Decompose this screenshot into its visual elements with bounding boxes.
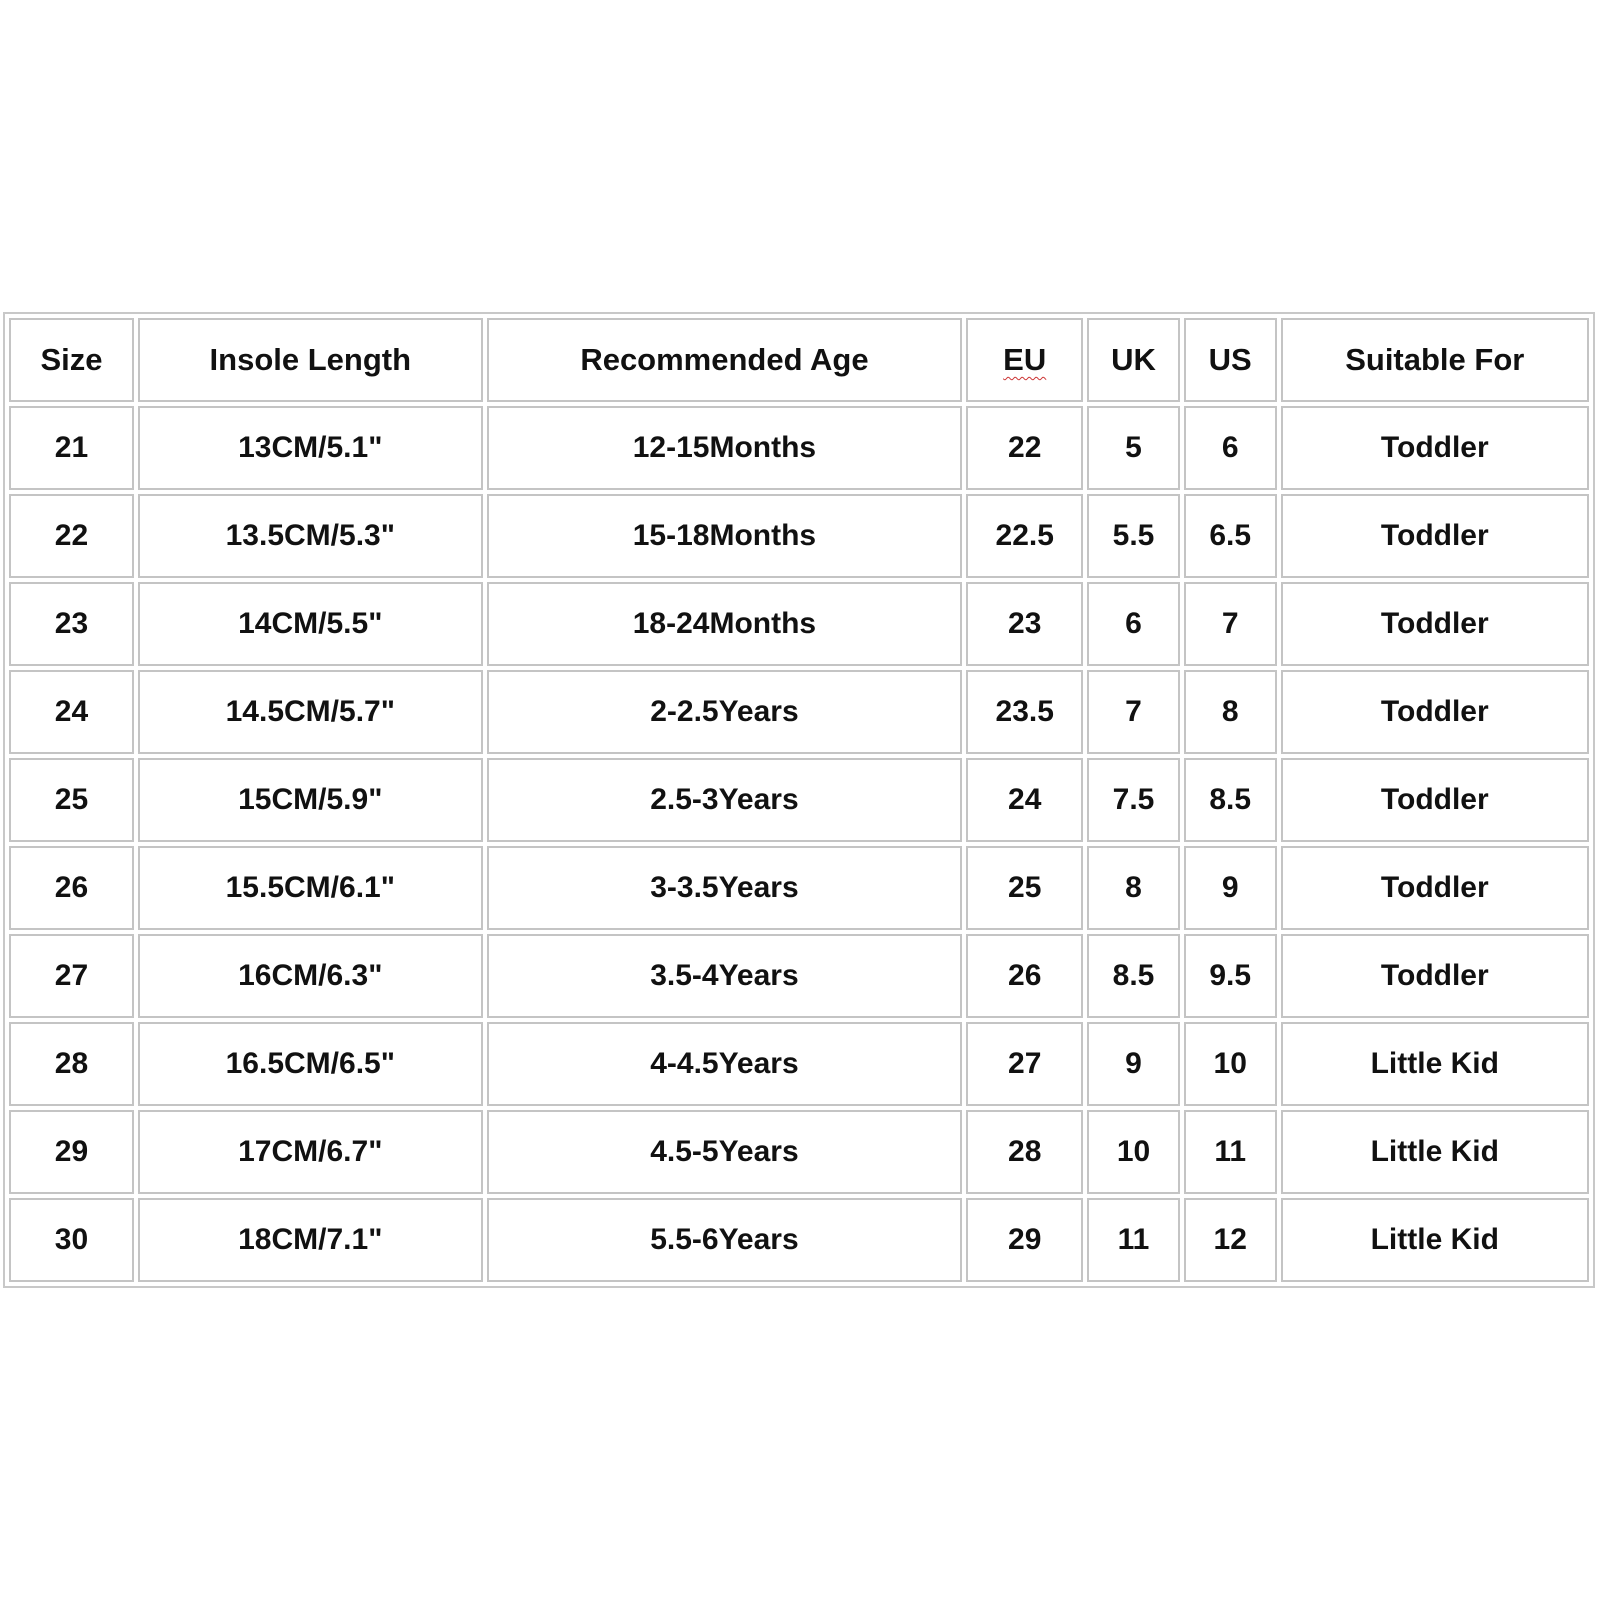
- table-row: [9, 670, 1589, 754]
- table-row: [9, 1110, 1589, 1194]
- cell-recommended-age: 2-2.5Years: [487, 670, 963, 754]
- cell-uk: 5: [1087, 406, 1180, 490]
- cell-us: 11: [1184, 1110, 1277, 1194]
- cell-size: 29: [9, 1110, 134, 1194]
- table-row: [9, 934, 1589, 1018]
- cell-insole-length: 14.5CM/5.7": [138, 670, 483, 754]
- table-row: [9, 494, 1589, 578]
- cell-eu: 28: [966, 1110, 1083, 1194]
- table-row: [9, 1022, 1589, 1106]
- cell-us: 12: [1184, 1198, 1277, 1282]
- cell-eu: 27: [966, 1022, 1083, 1106]
- table-row: [9, 406, 1589, 490]
- cell-size: 23: [9, 582, 134, 666]
- cell-us: 10: [1184, 1022, 1277, 1106]
- cell-eu: 23: [966, 582, 1083, 666]
- table-row: [9, 846, 1589, 930]
- cell-uk: 11: [1087, 1198, 1180, 1282]
- cell-recommended-age: 3-3.5Years: [487, 846, 963, 930]
- table-body: [9, 406, 1589, 1282]
- header-uk: UK: [1087, 318, 1180, 402]
- cell-recommended-age: 5.5-6Years: [487, 1198, 963, 1282]
- cell-size: 25: [9, 758, 134, 842]
- cell-size: 28: [9, 1022, 134, 1106]
- cell-suitable-for: Toddler: [1281, 582, 1589, 666]
- cell-suitable-for: Toddler: [1281, 406, 1589, 490]
- size-chart-table: [5, 314, 1593, 1286]
- cell-eu: 23.5: [966, 670, 1083, 754]
- cell-recommended-age: 4-4.5Years: [487, 1022, 963, 1106]
- header-suitable-for: Suitable For: [1281, 318, 1589, 402]
- cell-insole-length: 13.5CM/5.3": [138, 494, 483, 578]
- cell-suitable-for: Toddler: [1281, 846, 1589, 930]
- cell-insole-length: 14CM/5.5": [138, 582, 483, 666]
- cell-eu: 29: [966, 1198, 1083, 1282]
- cell-insole-length: 16CM/6.3": [138, 934, 483, 1018]
- cell-us: 9.5: [1184, 934, 1277, 1018]
- cell-suitable-for: Toddler: [1281, 494, 1589, 578]
- header-us: US: [1184, 318, 1277, 402]
- cell-recommended-age: 15-18Months: [487, 494, 963, 578]
- cell-insole-length: 15CM/5.9": [138, 758, 483, 842]
- size-chart: [3, 312, 1595, 1288]
- cell-size: 21: [9, 406, 134, 490]
- cell-recommended-age: 18-24Months: [487, 582, 963, 666]
- cell-us: 6: [1184, 406, 1277, 490]
- cell-eu: 24: [966, 758, 1083, 842]
- cell-uk: 7: [1087, 670, 1180, 754]
- header-insole-length: Insole Length: [138, 318, 483, 402]
- cell-insole-length: 13CM/5.1": [138, 406, 483, 490]
- cell-recommended-age: 12-15Months: [487, 406, 963, 490]
- cell-eu: 26: [966, 934, 1083, 1018]
- cell-suitable-for: Little Kid: [1281, 1110, 1589, 1194]
- cell-size: 30: [9, 1198, 134, 1282]
- header-size: Size: [9, 318, 134, 402]
- table-row: [9, 582, 1589, 666]
- table-row: [9, 1198, 1589, 1282]
- cell-size: 26: [9, 846, 134, 930]
- cell-uk: 8: [1087, 846, 1180, 930]
- cell-recommended-age: 2.5-3Years: [487, 758, 963, 842]
- cell-uk: 9: [1087, 1022, 1180, 1106]
- cell-suitable-for: Toddler: [1281, 934, 1589, 1018]
- cell-uk: 10: [1087, 1110, 1180, 1194]
- cell-uk: 7.5: [1087, 758, 1180, 842]
- header-row: [9, 318, 1589, 402]
- cell-size: 24: [9, 670, 134, 754]
- cell-us: 8.5: [1184, 758, 1277, 842]
- cell-insole-length: 17CM/6.7": [138, 1110, 483, 1194]
- header-eu: [966, 318, 1083, 402]
- cell-eu: 22.5: [966, 494, 1083, 578]
- cell-insole-length: 16.5CM/6.5": [138, 1022, 483, 1106]
- header-eu-label: EU: [1003, 342, 1047, 377]
- table-row: [9, 758, 1589, 842]
- cell-size: 22: [9, 494, 134, 578]
- cell-eu: 25: [966, 846, 1083, 930]
- cell-uk: 8.5: [1087, 934, 1180, 1018]
- cell-size: 27: [9, 934, 134, 1018]
- cell-uk: 6: [1087, 582, 1180, 666]
- cell-insole-length: 18CM/7.1": [138, 1198, 483, 1282]
- cell-us: 7: [1184, 582, 1277, 666]
- cell-us: 9: [1184, 846, 1277, 930]
- cell-insole-length: 15.5CM/6.1": [138, 846, 483, 930]
- cell-recommended-age: 4.5-5Years: [487, 1110, 963, 1194]
- header-recommended-age: Recommended Age: [487, 318, 963, 402]
- cell-suitable-for: Little Kid: [1281, 1022, 1589, 1106]
- cell-suitable-for: Little Kid: [1281, 1198, 1589, 1282]
- cell-uk: 5.5: [1087, 494, 1180, 578]
- cell-recommended-age: 3.5-4Years: [487, 934, 963, 1018]
- cell-eu: 22: [966, 406, 1083, 490]
- cell-us: 6.5: [1184, 494, 1277, 578]
- cell-suitable-for: Toddler: [1281, 758, 1589, 842]
- cell-us: 8: [1184, 670, 1277, 754]
- cell-suitable-for: Toddler: [1281, 670, 1589, 754]
